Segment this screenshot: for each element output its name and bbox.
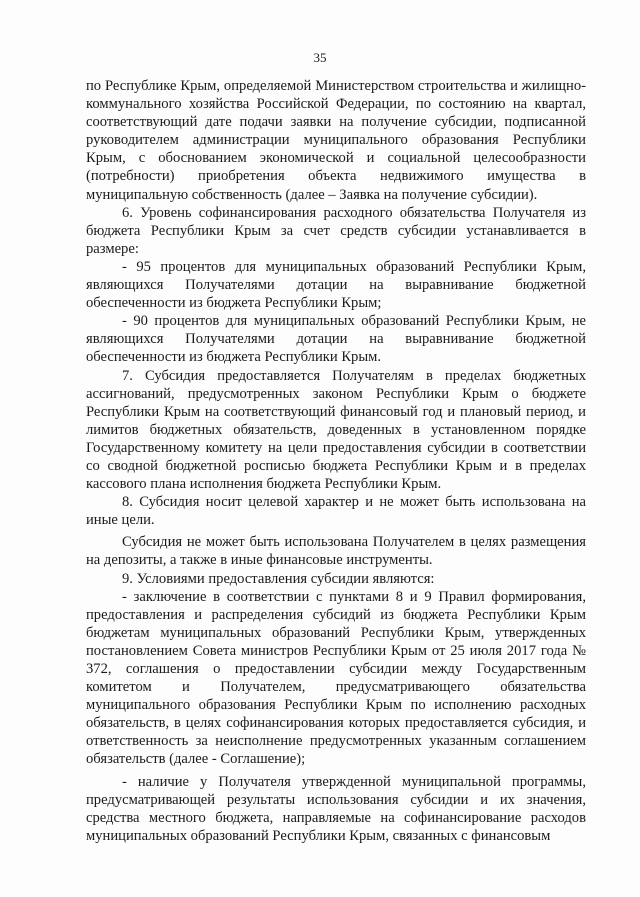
paragraph-item-8: 8. Субсидия носит целевой характер и не может быть использована на иные цели. <box>86 494 586 529</box>
document-body <box>86 77 586 845</box>
paragraph-item-6-subitem-95: - 95 процентов для муниципальных образований Республики Крым, являющихся Получателями дотации на выравнивание бюджетной обеспеченности из бюджета Республики Крым; <box>86 258 586 312</box>
paragraph-item-9: 9. Условиями предоставления субсидии являются: <box>122 570 435 587</box>
paragraph-item-6: 6. Уровень софинансирования расходного обязательства Получателя из бюджета Республики Крым за счет средств субсидии устанавливается в размере: <box>86 204 586 257</box>
paragraph-item-7: 7. Субсидия предоставляется Получателям в пределах бюджетных ассигнований, предусмотренных законом Республики Крым о бюджете Республики Крым на соответствующий финансовый год и плановый период, и лимитов бюджетных обязательств, доведенных в установленном порядке Государственному комитету на цели предоставления субсидии в соответствии со сводной бюджетной росписью бюджета Республики Крым и в пределах кассового плана исполнения бюджета Республики Крым. <box>86 367 586 493</box>
paragraph-item-9-agreement: - заключение в соответствии с пунктами 8 и 9 Правил формирования, предоставления и распределения субсидий из бюджета Республики Крым бюджетам муниципальных образований Республики Крым, утвержденных постановлением Совета министров Республики Крым от 25 июля 2017 года № 372, соглашения о предоставлении субсидии между Государственным комитетом и Получателем, предусматривающего обязательства муниципального образования Республики Крым по исполнению расходных обязательств, в целях софинансирования которых предоставляется субсидия, и ответственность за неисполнение предусмотренных указанным соглашением обязательств (далее - Соглашение); <box>86 588 586 768</box>
paragraph-item-9-program: - наличие у Получателя утвержденной муниципальной программы, предусматривающей результаты использования субсидии и их значения, средства местного бюджета, направляемые на софинансирование расходов муниципальных образований Республики Крым, связанных с финансовым <box>86 773 586 844</box>
paragraph-item-6-subitem-90: - 90 процентов для муниципальных образований Республики Крым, не являющихся Получателями дотации на выравнивание бюджетной обеспеченности из бюджета Республики Крым. <box>86 313 586 366</box>
paragraph-continuation: по Республике Крым, определяемой Министерством строительства и жилищно-коммунального хозяйства Российской Федерации, по состоянию на квартал, соответствующий дате подачи заявки на получение субсидии, подписанной руководителем администрации муниципального образования Республики Крым, с обоснованием экономической и социальной целесообразности (потребности) приобретения объекта недвижимого имущества в муниципальную собственность (далее – Заявка на получение субсидии). <box>86 78 586 203</box>
page-number: 35 <box>313 50 327 65</box>
paragraph-item-8-deposits: Субсидия не может быть использована Получателем в целях размещения на депозиты, а также в иные финансовые инструменты. <box>86 534 586 569</box>
